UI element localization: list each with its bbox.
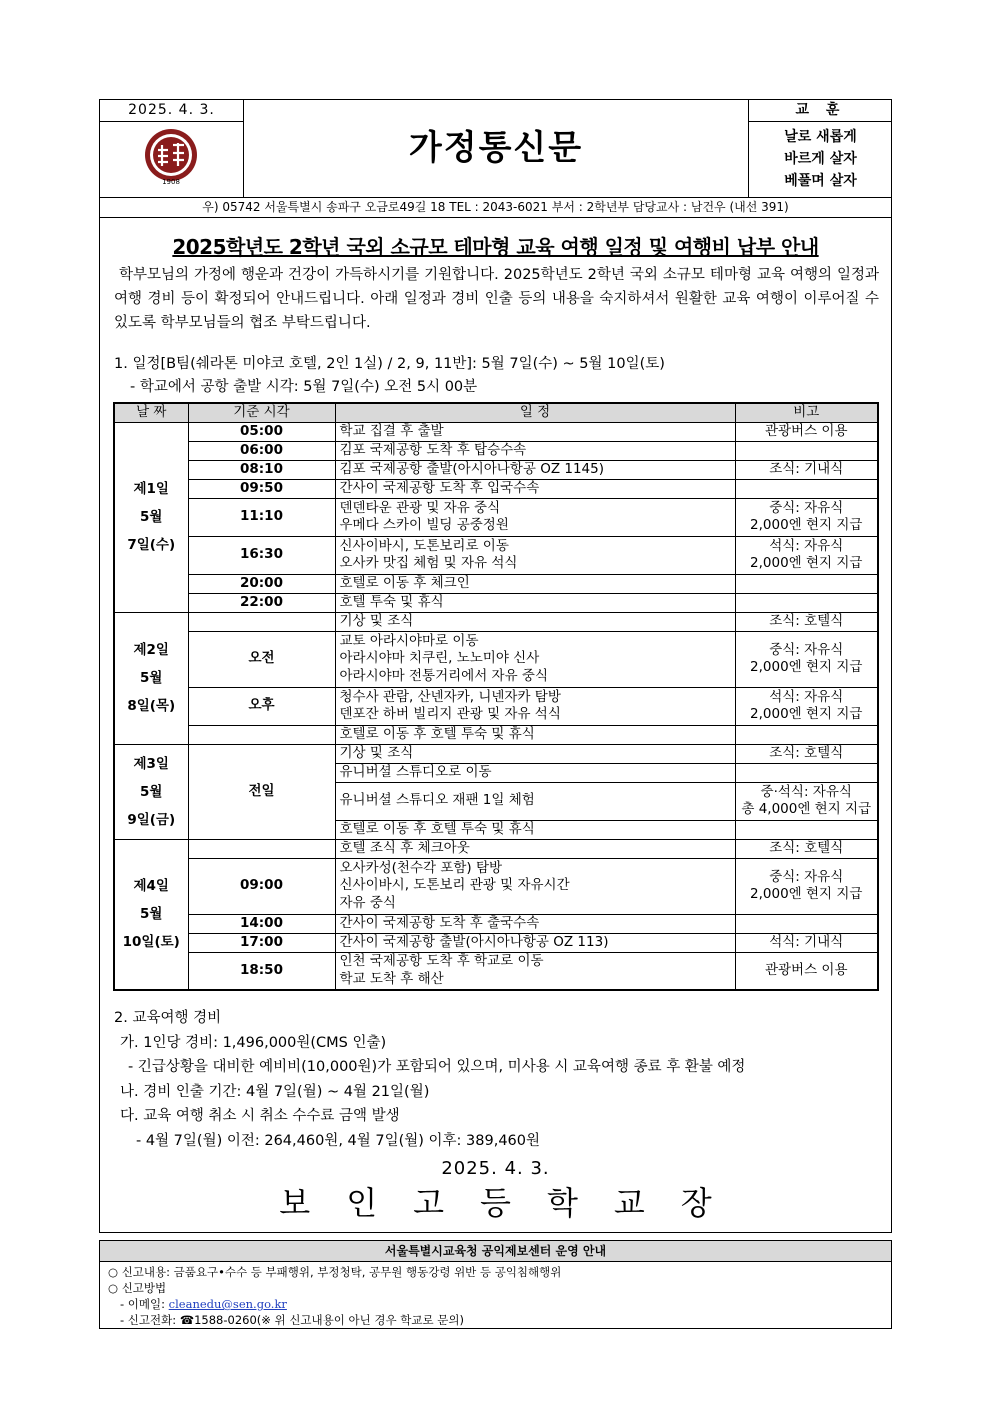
plan-cell	[335, 839, 735, 858]
intro-text: 학부모님의 가정에 행운과 건강이 가득하시기를 기원합니다. 2025학년도 2학년 국외 소규모 테마형 교육 여행의 일정과 여행 경비 등이 확정되어 안내드립니다. 아래 일정과 경비 인출 등의 내용을 숙지하셔서 원활한 교육 여행이 이루어질 수 있도록 학부모님들의 협조 부탁드립니다.	[114, 267, 879, 331]
schedule-row	[114, 952, 878, 990]
notice-title: 서울특별시교육청 공익제보센터 운영 안내	[100, 1241, 891, 1262]
time-cell: 08:10	[188, 460, 335, 479]
school-address: 우) 05742 서울특별시 송파구 오금로49길 18 TEL : 2043-6021 부서 : 2학년부 담당교사 : 남건우 (내선 391)	[100, 198, 891, 218]
time-cell: 09:00	[188, 858, 335, 914]
day-label: 제4일	[133, 878, 169, 895]
time-cell: 11:10	[188, 498, 335, 536]
time-cell: 09:50	[188, 479, 335, 498]
reserve-fund-note: - 긴급상황을 대비한 예비비(10,000원)가 포함되어 있으며, 미사용 시 교육여행 종료 후 환불 예정	[128, 1059, 746, 1075]
day-cell	[114, 839, 188, 990]
plan-cell	[335, 858, 735, 914]
plan-line: 기상 및 조식	[339, 612, 414, 629]
note-cell	[735, 933, 878, 952]
cancellation-amounts: - 4월 7일(월) 이전: 264,460원, 4월 7일(월) 이후: 389,460원	[136, 1132, 541, 1149]
col-header-note: 비고	[735, 403, 878, 422]
note-cell	[735, 820, 878, 839]
time-cell: 06:00	[188, 441, 335, 460]
note-cell	[735, 952, 878, 990]
section-1-sub: - 학교에서 공항 출발 시각: 5월 7일(수) 오전 5시 00분	[130, 379, 478, 395]
day-label: 5월	[140, 670, 163, 686]
schedule-row	[114, 441, 878, 460]
note-line: 2,000엔 현지 지급	[750, 886, 863, 902]
note-line: 중식: 자유식	[769, 499, 844, 516]
plan-line: 호텔로 이동 후 호텔 투숙 및 휴식	[339, 820, 535, 837]
schedule-row	[114, 593, 878, 612]
note-cell	[735, 763, 878, 782]
section-1-heading: 1. 일정[B팀(쉐라톤 미야코 호텔, 2인 1실) / 2, 9, 11반]: 5월 7일(수) ~ 5월 10일(토)	[114, 356, 665, 372]
plan-cell	[335, 763, 735, 782]
plan-line: 인천 국제공항 도착 후 학교로 이동	[339, 953, 544, 970]
motto-line: 바르게 살자	[784, 151, 857, 167]
schedule-row	[114, 479, 878, 498]
emblem-year: 1908	[162, 178, 180, 186]
schedule-row	[114, 536, 878, 574]
motto-line: 날로 새롭게	[784, 129, 857, 145]
day-label: 제3일	[133, 755, 169, 772]
note-cell	[735, 858, 878, 914]
note-line: 중식: 자유식	[769, 868, 844, 885]
motto-box	[748, 100, 892, 197]
plan-cell	[335, 952, 735, 990]
note-line: 2,000엔 현지 지급	[750, 555, 863, 571]
plan-line: 오사카 맛집 체험 및 자유 석식	[339, 555, 518, 571]
cancellation-fee: 다. 교육 여행 취소 시 취소 수수료 금액 발생	[120, 1108, 400, 1124]
plan-line: 간사이 국제공항 도착 후 입국수속	[339, 479, 540, 496]
date-box	[100, 100, 244, 197]
schedule-row	[114, 687, 878, 725]
plan-cell	[335, 612, 735, 631]
day-label: 10일(토)	[122, 934, 180, 951]
note-line: 중식: 자유식	[769, 641, 844, 658]
time-cell: 14:00	[188, 914, 335, 933]
col-header-time: 기준 시각	[188, 403, 335, 422]
note-line: 조식: 호텔식	[769, 839, 844, 856]
plan-cell	[335, 782, 735, 820]
issue-date: 2025. 4. 3.	[100, 100, 243, 122]
schedule-row	[114, 725, 878, 744]
schedule-row	[114, 914, 878, 933]
plan-line: 김포 국제공항 도착 후 탑승수속	[339, 441, 527, 458]
note-cell	[735, 839, 878, 858]
day-cell	[114, 612, 188, 744]
plan-cell	[335, 593, 735, 612]
section-2	[114, 1006, 745, 1153]
note-cell	[735, 687, 878, 725]
note-cell	[735, 479, 878, 498]
time-cell	[188, 839, 335, 858]
note-cell	[735, 782, 878, 820]
plan-line: 기상 및 조식	[339, 744, 414, 761]
schedule-table	[113, 402, 879, 991]
time-cell	[188, 612, 335, 631]
note-line: 관광버스 이용	[764, 422, 848, 439]
plan-line: 유니버셜 스튜디오로 이동	[339, 763, 492, 780]
intro-paragraph	[114, 263, 879, 335]
schedule-row	[114, 612, 878, 631]
note-cell	[735, 460, 878, 479]
plan-line: 간사이 국제공항 도착 후 출국수속	[339, 914, 540, 931]
time-cell: 18:50	[188, 952, 335, 990]
report-content: ○ 신고내용: 금품요구•수수 등 부패행위, 부정청탁, 공무원 행동강령 위반 등 공익침해행위	[108, 1265, 562, 1279]
schedule-row	[114, 858, 878, 914]
plan-cell	[335, 498, 735, 536]
letterhead	[100, 100, 891, 198]
note-cell	[735, 725, 878, 744]
time-cell	[188, 725, 335, 744]
plan-cell	[335, 725, 735, 744]
email-label: - 이메일:	[120, 1297, 169, 1311]
plan-cell	[335, 422, 735, 441]
day-cell	[114, 744, 188, 839]
day-label: 제2일	[133, 642, 169, 658]
day-label: 제1일	[133, 481, 169, 497]
schedule-row	[114, 839, 878, 858]
note-cell	[735, 498, 878, 536]
email-link[interactable]: cleanedu@sen.go.kr	[168, 1297, 287, 1311]
plan-line: 학교 집결 후 출발	[339, 422, 444, 439]
plan-cell	[335, 933, 735, 952]
plan-line: 호텔로 이동 후 체크인	[339, 574, 470, 591]
report-methods: ○ 신고방법	[108, 1281, 167, 1295]
day-label: 5월	[140, 783, 163, 800]
plan-line: 간사이 국제공항 출발(아시아나항공 OZ 113)	[339, 933, 609, 950]
time-cell: 전일	[188, 744, 335, 839]
note-line: 중·석식: 자유식	[760, 783, 852, 800]
time-cell: 오전	[188, 631, 335, 687]
schedule-row	[114, 744, 878, 763]
plan-line: 아라시야마 치쿠린, 노노미야 신사	[339, 650, 540, 667]
signature-date: 2025. 4. 3.	[441, 1158, 550, 1179]
time-cell: 16:30	[188, 536, 335, 574]
signature-principal: 보인고등학교장	[279, 1184, 748, 1222]
plan-line: 호텔 투숙 및 휴식	[339, 593, 444, 610]
plan-line: 덴덴타운 관광 및 자유 중식	[339, 499, 501, 516]
schedule-row	[114, 422, 878, 441]
day-label: 7일(수)	[127, 537, 176, 553]
note-cell	[735, 574, 878, 593]
cost-per-person: 가. 1인당 경비: 1,496,000원(CMS 인출)	[120, 1034, 387, 1051]
plan-line: 유니버셜 스튜디오 재팬 1일 체험	[339, 792, 535, 809]
plan-line: 자유 중식	[339, 894, 396, 911]
col-header-plan: 일 정	[335, 403, 735, 422]
plan-cell	[335, 574, 735, 593]
note-line: 석식: 기내식	[769, 933, 844, 950]
phone-line: - 신고전화: ☎1588-0260(※ 위 신고내용이 아닌 경우 학교로 문의)	[120, 1313, 464, 1327]
motto-heading: 교 훈	[749, 100, 892, 122]
document-title: 2025학년도 2학년 국외 소규모 테마형 교육 여행 일정 및 여행비 납부 안내	[172, 235, 819, 259]
schedule-row	[114, 631, 878, 687]
plan-cell	[335, 441, 735, 460]
note-line: 2,000엔 현지 지급	[750, 706, 863, 722]
note-cell	[735, 422, 878, 441]
note-cell	[735, 593, 878, 612]
time-cell: 오후	[188, 687, 335, 725]
withdrawal-period: 나. 경비 인출 기간: 4월 7일(월) ~ 4월 21일(월)	[120, 1083, 430, 1100]
plan-line: 아라시야마 전통거리에서 자유 중식	[339, 667, 548, 684]
schedule-row	[114, 933, 878, 952]
plan-line: 청수사 관람, 산넨자카, 니넨자카 탐방	[339, 688, 561, 705]
schedule-row	[114, 498, 878, 536]
note-cell	[735, 914, 878, 933]
note-line: 조식: 호텔식	[769, 744, 844, 761]
time-cell: 05:00	[188, 422, 335, 441]
plan-cell	[335, 914, 735, 933]
plan-cell	[335, 460, 735, 479]
plan-line: 호텔 조식 후 체크아웃	[339, 839, 470, 856]
email-line	[108, 1296, 883, 1312]
note-line: 석식: 자유식	[769, 537, 844, 554]
note-line: 총 4,000엔 현지 지급	[741, 801, 872, 817]
schedule-row	[114, 460, 878, 479]
plan-line: 덴포잔 하버 빌리지 관광 및 자유 석식	[339, 706, 561, 722]
motto-line: 베풀며 살자	[784, 173, 857, 189]
note-line: 2,000엔 현지 지급	[750, 517, 863, 533]
plan-cell	[335, 536, 735, 574]
school-emblem-icon	[142, 128, 200, 186]
note-line: 2,000엔 현지 지급	[750, 659, 863, 675]
note-cell	[735, 744, 878, 763]
table-header-row	[114, 403, 878, 422]
col-header-date: 날 짜	[114, 403, 188, 422]
day-label: 8일(목)	[127, 698, 176, 714]
day-cell	[114, 422, 188, 612]
day-label: 5월	[140, 906, 163, 923]
note-line: 조식: 호텔식	[769, 612, 844, 629]
section-2-heading: 2. 교육여행 경비	[114, 1010, 222, 1026]
plan-cell	[335, 687, 735, 725]
time-cell: 22:00	[188, 593, 335, 612]
plan-line: 김포 국제공항 출발(아시아나항공 OZ 1145)	[339, 460, 605, 477]
plan-cell	[335, 744, 735, 763]
plan-line: 교토 아라시야마로 이동	[339, 632, 479, 649]
note-cell	[735, 441, 878, 460]
plan-line: 오사카성(천수각 포함) 탐방	[339, 859, 503, 876]
plan-cell	[335, 631, 735, 687]
note-cell	[735, 536, 878, 574]
plan-line: 우메다 스카이 빌딩 공중정원	[339, 517, 509, 533]
plan-line: 학교 도착 후 해산	[339, 970, 444, 987]
note-cell	[735, 612, 878, 631]
notice-frame	[99, 99, 892, 1233]
note-line: 관광버스 이용	[764, 962, 848, 978]
schedule-row	[114, 574, 878, 593]
day-label: 9일(금)	[127, 811, 176, 828]
plan-cell	[335, 479, 735, 498]
plan-line: 신사이바시, 도톤보리로 이동	[339, 537, 509, 554]
note-cell	[735, 631, 878, 687]
note-line: 석식: 자유식	[769, 688, 844, 705]
newsletter-title: 가정통신문	[408, 128, 584, 168]
plan-line: 신사이바시, 도톤보리 관광 및 자유시간	[339, 877, 570, 894]
day-label: 5월	[140, 509, 163, 525]
whistleblower-notice	[99, 1240, 892, 1329]
plan-cell	[335, 820, 735, 839]
note-line: 조식: 기내식	[769, 460, 844, 477]
time-cell: 20:00	[188, 574, 335, 593]
time-cell: 17:00	[188, 933, 335, 952]
plan-line: 호텔로 이동 후 호텔 투숙 및 휴식	[339, 725, 535, 742]
